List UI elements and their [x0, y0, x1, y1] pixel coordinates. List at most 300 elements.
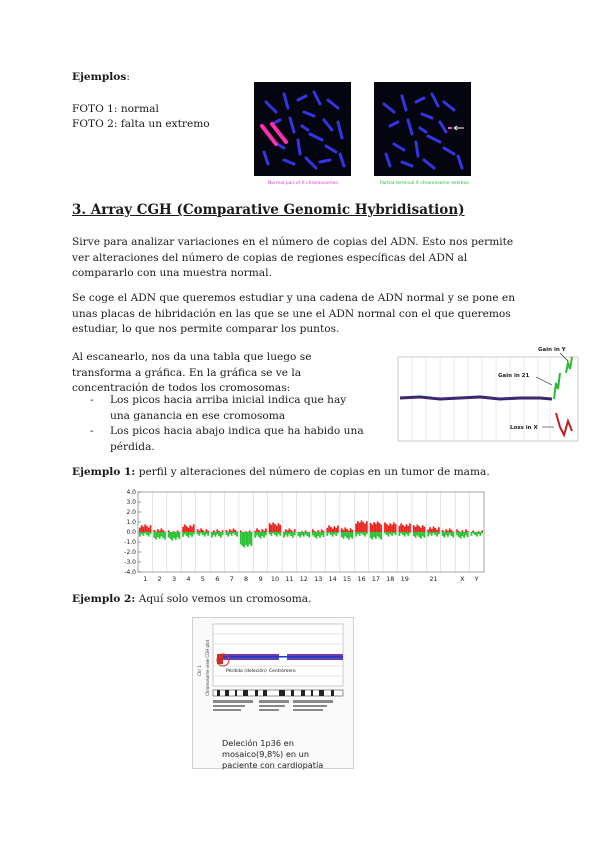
loss-point [191, 532, 193, 537]
gain-point [258, 530, 260, 532]
loss-point [170, 532, 172, 539]
gain-point [143, 527, 145, 532]
loss-point [479, 532, 481, 536]
handwritten-note-1: Deleción 1p36 en [222, 738, 294, 748]
gain-point [442, 530, 444, 532]
gain-point [379, 523, 381, 532]
loss-point [380, 532, 382, 540]
gain-point [290, 530, 292, 532]
gain-point [222, 530, 224, 532]
loss-point [261, 532, 263, 536]
chromosome-spread-2 [374, 82, 471, 176]
loss-point [330, 532, 332, 535]
loss-point [229, 532, 231, 534]
loss-point [314, 532, 316, 537]
loss-point [278, 532, 280, 534]
cnv-chart [112, 488, 492, 584]
gain-point [274, 524, 276, 532]
gain-point [395, 524, 397, 532]
loss-point [198, 532, 200, 536]
loss-point [319, 532, 321, 538]
loss-point [346, 532, 348, 538]
loss-point [279, 532, 281, 536]
gain-point [305, 530, 307, 532]
x-tick-label: 21 [429, 575, 438, 583]
gain-point [285, 529, 287, 532]
loss-point [245, 532, 247, 545]
gain-point [344, 527, 346, 532]
loss-point [463, 532, 465, 538]
x-tick-label: 4 [186, 575, 191, 583]
gain-point [335, 528, 337, 532]
loss-point [283, 532, 285, 538]
gain-point [467, 531, 469, 532]
loss-point [404, 532, 406, 537]
loss-point [236, 532, 238, 537]
loss-point [301, 532, 303, 535]
gain-point [330, 527, 332, 532]
loss-point [452, 532, 454, 538]
gain-point [312, 529, 314, 532]
gain-point [141, 525, 143, 532]
gain-point [436, 530, 438, 532]
loss-point [344, 532, 346, 536]
y-tick-label: -1.0 [124, 539, 136, 546]
gain-point [384, 522, 386, 532]
gain-point [272, 522, 274, 532]
gain-point [391, 525, 393, 532]
gain-point [409, 523, 411, 532]
loss-point [299, 532, 301, 538]
gain-point [434, 528, 436, 532]
loss-point [359, 532, 361, 536]
gain-point [261, 529, 263, 532]
loss-point [427, 532, 429, 537]
loss-point [471, 532, 473, 536]
gain-point [161, 528, 163, 532]
x-tick-label: 18 [386, 575, 395, 583]
gain-point [361, 520, 363, 532]
loss-point [182, 532, 184, 537]
gain-point [279, 525, 281, 532]
gain-point [197, 529, 199, 532]
x-tick-label: 15 [342, 575, 352, 583]
gain-point [206, 529, 208, 532]
gain-point [370, 523, 372, 532]
gain-point [431, 529, 433, 532]
loss-point [449, 532, 451, 534]
gain-point [366, 521, 368, 532]
gain-loss-plot [390, 343, 586, 443]
gain-point [301, 531, 303, 532]
gain-point [323, 531, 325, 532]
gain-point [359, 523, 361, 532]
loss-point [442, 532, 444, 536]
gain-point [362, 522, 364, 532]
gain-point [150, 525, 152, 532]
loss-point [461, 532, 463, 536]
loss-point [458, 532, 460, 537]
x-tick-label: 9 [258, 575, 263, 583]
loss-point [197, 532, 199, 534]
loss-point [216, 532, 218, 534]
loss-point [415, 532, 417, 538]
gain-point [256, 528, 258, 532]
loss-point [402, 532, 404, 535]
handwritten-note-3: paciente con cardiopatía [222, 760, 324, 770]
photo-2-caption: Partial terminal X chromosome deletion [380, 181, 470, 186]
gain-point [189, 525, 191, 532]
centromere-label: Centrómero [269, 669, 296, 674]
loss-point [433, 532, 435, 533]
loss-point [271, 532, 273, 536]
gain-point [456, 529, 458, 532]
x-tick-label: 16 [357, 575, 366, 583]
loss-point [288, 532, 290, 534]
section-title: 3. Array CGH (Comparative Genomic Hybridisation) [72, 202, 465, 218]
loss-point [233, 532, 235, 533]
loss-point [298, 532, 300, 536]
loss-point [413, 532, 415, 536]
gain-point [380, 525, 382, 532]
gain-point [328, 525, 330, 532]
loss-point [173, 532, 175, 538]
loss-point [204, 532, 206, 537]
loss-point [168, 532, 170, 537]
gain-point [168, 530, 170, 532]
loss-point [211, 532, 213, 538]
gain-point [294, 529, 296, 532]
loss-point [476, 532, 478, 537]
loss-point [150, 532, 152, 534]
loss-point [207, 532, 209, 536]
gain-point [415, 527, 417, 532]
y-tick-label: -4.0 [124, 569, 136, 576]
photo-normal-chromosomes [254, 82, 351, 176]
gain-point [458, 531, 460, 532]
gain-point [182, 527, 184, 532]
loss-point [258, 532, 260, 537]
gain-point [399, 526, 401, 532]
loss-point [377, 532, 379, 536]
loss-point [451, 532, 453, 536]
gain-point [184, 524, 186, 532]
gain-point [139, 528, 141, 532]
photo-1-caption: Normal pair of X chromosomes [268, 181, 338, 186]
gain-point [461, 530, 463, 532]
x-tick-label: 17 [371, 575, 381, 583]
gain-point [386, 524, 388, 532]
loss-point [388, 532, 390, 537]
loss-point [460, 532, 462, 539]
loss-point [206, 532, 208, 534]
gain-point [173, 531, 175, 532]
examples-heading: Ejemplos: [72, 71, 130, 83]
loss-point [393, 532, 395, 533]
loss-point [399, 532, 401, 536]
loss-point [227, 532, 229, 537]
loss-point [242, 532, 244, 546]
loss-point [148, 532, 150, 537]
loss-point [481, 532, 483, 533]
gain-point [207, 531, 209, 532]
list-item: - Los picos hacia abajo indica que ha habido una pérdida. [84, 424, 364, 455]
gain-point [144, 524, 146, 532]
loss-point [272, 532, 274, 533]
loss-point [146, 532, 148, 535]
loss-point [366, 532, 368, 534]
loss-point [407, 532, 409, 536]
gain-point [288, 528, 290, 532]
x-tick-label: 12 [299, 575, 308, 583]
loss-point [323, 532, 325, 537]
gain-point [200, 528, 202, 532]
gain-point [202, 530, 204, 532]
gain-point [373, 522, 375, 532]
gain-point [350, 528, 352, 532]
x-tick-label: 3 [171, 575, 177, 583]
loss-point [218, 532, 220, 536]
gain-point [449, 528, 451, 532]
gain-point [346, 529, 348, 532]
loss-point [445, 532, 447, 535]
loss-point [254, 532, 256, 538]
loss-point [247, 532, 249, 547]
loss-point [456, 532, 458, 535]
loss-point [400, 532, 402, 533]
loss-point [303, 532, 305, 537]
loss-point [294, 532, 296, 535]
photo-deletion-chromosomes [374, 82, 471, 176]
gain-point [233, 528, 235, 532]
gain-point [265, 528, 267, 532]
gain-point [146, 526, 148, 532]
loss-point [406, 532, 408, 534]
y-tick-label: 1.0 [126, 519, 136, 526]
x-tick-label: 10 [270, 575, 280, 583]
gain-point [407, 526, 409, 532]
gain-point [445, 529, 447, 532]
paragraph-method: Se coge el ADN que queremos estudiar y una cadena de ADN normal y se pone en unas placas de hibridación en las que se une el ADN normal con el que queremos estudiar, lo que nos permite comparar los puntos. [72, 292, 516, 335]
loss-point [474, 532, 476, 535]
gain-loss-list [84, 393, 364, 455]
gain-point [240, 530, 242, 532]
gain-point [177, 530, 179, 532]
loss-point [186, 532, 188, 536]
loss-point [306, 532, 308, 536]
loss-point [243, 532, 245, 548]
loss-point [263, 532, 265, 538]
loss-point [153, 532, 155, 538]
loss-point [285, 532, 287, 535]
y-tick-label: 2.0 [126, 509, 136, 516]
gain-point [400, 523, 402, 532]
loss-point [274, 532, 276, 535]
handwritten-note-2: mosaico(9,8%) en un [222, 749, 310, 759]
loss-point [175, 532, 177, 540]
loss-point [384, 532, 386, 533]
x-tick-label: 11 [285, 575, 294, 583]
loss-point [256, 532, 258, 535]
gain-point [159, 531, 161, 532]
x-tick-label: 8 [244, 575, 249, 583]
y-tick-label: 0.0 [126, 529, 136, 536]
gain-point [326, 528, 328, 532]
y-tick-label: -3.0 [124, 559, 136, 566]
gain-point [371, 525, 373, 532]
loss-point [386, 532, 388, 535]
loss-point [159, 532, 161, 539]
loss-x-label: Loss in X [510, 425, 538, 431]
gain-point [406, 524, 408, 532]
loss-point [193, 532, 195, 534]
loss-point [337, 532, 339, 533]
gain-point [438, 527, 440, 532]
paragraph-scan: Al escanearlo, nos da una tabla que luego se transforma a gráfica. En la gráfica se ve la concentración de todos los cromosomas: [72, 351, 312, 394]
loss-point [240, 532, 242, 544]
photo-1-note: FOTO 1: normal [72, 103, 159, 115]
loss-point [341, 532, 343, 537]
example-2-text: Ejemplo 2: Aquí solo vemos un cromosoma. [72, 593, 312, 605]
loss-point [350, 532, 352, 537]
gain-point [337, 525, 339, 532]
gain-point [216, 529, 218, 532]
gain-point [357, 521, 359, 532]
loss-point [472, 532, 474, 533]
example-1-text: Ejemplo 1: perfil y alteraciones del número de copias en un tumor de mama. [72, 466, 490, 478]
gain-point [271, 525, 273, 532]
loss-point [260, 532, 262, 539]
loss-point [465, 532, 467, 535]
gain-point [429, 527, 431, 532]
x-tick-label: 6 [215, 575, 220, 583]
loss-point [161, 532, 163, 536]
x-tick-label: 13 [314, 575, 323, 583]
loss-point [202, 532, 204, 535]
cgh-ylabel: Chromosome view CGH plot [205, 639, 210, 696]
gain-point [351, 530, 353, 532]
loss-point [357, 532, 359, 534]
loss-point [276, 532, 278, 537]
cnv-chart-svg [112, 488, 492, 584]
loss-point [395, 532, 397, 535]
loss-point [188, 532, 190, 538]
y-tick-label: -2.0 [124, 549, 136, 556]
loss-point [424, 532, 426, 538]
loss-point [431, 532, 433, 536]
gain-point [472, 530, 474, 532]
loss-point [249, 532, 251, 544]
gain-point [317, 530, 319, 532]
loss-point [467, 532, 469, 537]
loss-point [215, 532, 217, 537]
loss-point [332, 532, 334, 537]
loss-point [305, 532, 307, 534]
x-tick-label: 1 [143, 575, 148, 583]
loss-point [434, 532, 436, 535]
gain-point [388, 526, 390, 532]
gain-point [249, 530, 251, 532]
loss-point [438, 532, 440, 534]
photo-2-note: FOTO 2: falta un extremo [72, 118, 210, 130]
gain-point [218, 531, 220, 532]
gain-point [341, 528, 343, 532]
loss-point [213, 532, 215, 535]
gain-point [393, 522, 395, 532]
loss-point [422, 532, 424, 536]
gain-point [404, 527, 406, 532]
gain-point [157, 529, 159, 532]
loss-point [321, 532, 323, 535]
gain-point [162, 530, 164, 532]
loss-point [234, 532, 236, 535]
gain-point [389, 523, 391, 532]
loss-point [164, 532, 166, 540]
loss-point [389, 532, 391, 534]
gain-point [481, 530, 483, 532]
gain-point [418, 526, 420, 532]
gain-point [420, 528, 422, 532]
loss-point [478, 532, 480, 534]
gain-point [375, 524, 377, 532]
loss-point [226, 532, 228, 535]
loss-point [370, 532, 372, 538]
loss-point [290, 532, 292, 536]
gain-point [287, 531, 289, 532]
gain-point [424, 527, 426, 532]
paragraph-intro: Sirve para analizar variaciones en el número de copias del ADN. Esto nos permite ver alteraciones del número de copias de regiones específicas del ADN al compararlo con una muestra normal. [72, 236, 514, 279]
x-tick-label: 2 [157, 575, 162, 583]
chromosome-spread-1 [254, 82, 351, 176]
x-tick-label: 19 [400, 575, 409, 583]
gain-point [191, 527, 193, 532]
gain-point [447, 531, 449, 532]
loss-point [371, 532, 373, 540]
loss-point [379, 532, 381, 538]
gain-y-label: Gain in Y [538, 347, 566, 353]
loss-point [184, 532, 186, 534]
gain-point [413, 525, 415, 532]
y-tick-label: 3.0 [126, 499, 136, 506]
x-tick-label: Y [474, 575, 479, 583]
loss-point [447, 532, 449, 537]
gain-point [402, 525, 404, 532]
gain-21-label: Gain in 21 [498, 373, 530, 379]
gain-point [348, 531, 350, 532]
list-item: - Los picos hacia arriba inicial indica que hay una ganancia en ese cromosoma [84, 393, 364, 424]
x-tick-label: X [460, 575, 465, 583]
loss-point [251, 532, 253, 546]
loss-point [351, 532, 353, 539]
loss-point [265, 532, 267, 535]
loss-point [308, 532, 310, 538]
gain-point [188, 528, 190, 532]
loss-point [355, 532, 357, 537]
loss-point [335, 532, 337, 536]
gain-point [478, 531, 480, 532]
loss-point [364, 532, 366, 537]
gain-point [229, 529, 231, 532]
loss-point [418, 532, 420, 537]
loss-point [162, 532, 164, 538]
loss-point [326, 532, 328, 536]
gain-point [254, 531, 256, 532]
loss-point [343, 532, 345, 539]
loss-point [391, 532, 393, 536]
loss-point [220, 532, 222, 538]
loss-point [420, 532, 422, 539]
loss-point [429, 532, 431, 534]
